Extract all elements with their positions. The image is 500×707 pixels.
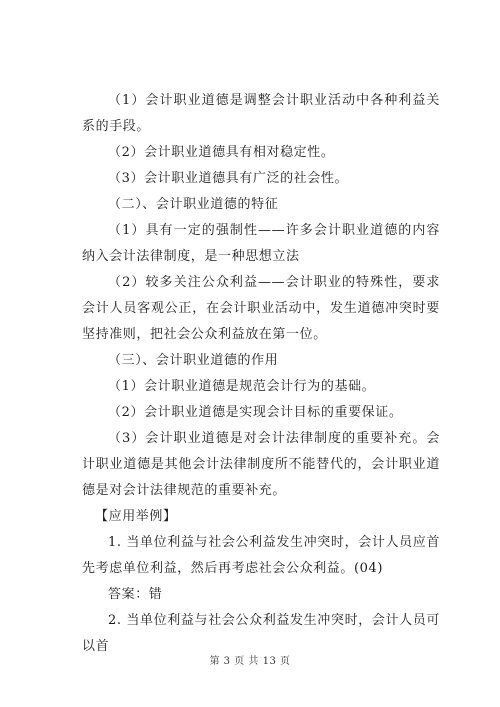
example-question-1: 1. 当单位利益与社会公利益发生冲突时，会计人员应首先考虑单位利益，然后再考虑社会公众利益。(04) [82, 535, 440, 576]
section-heading-characteristics: （二）、会计职业道德的特征 [108, 197, 279, 212]
paragraph-characteristic-2: （2）较多关注公众利益——会计职业的特殊性，要求会计人员客观公正，在会计职业活动中，发生道德冲突时要坚持准则，把社会公众利益放在第一位。 [82, 275, 440, 342]
example-answer-1: 答案：错 [108, 587, 163, 602]
paragraph-function-2: （2）会计职业道德是实现会计目标的重要保证。 [108, 405, 403, 420]
section-heading-functions: （三）、会计职业道德的作用 [108, 353, 279, 368]
paragraph-characteristic-1: （1）具有一定的强制性——许多会计职业道德的内容纳入会计法律制度，是一种思想立法 [82, 223, 440, 264]
example-heading: 【应用举例】 [95, 509, 177, 524]
example-question-2: 2. 当单位利益与社会公众利益发生冲突时，会计人员可以首 [82, 613, 440, 654]
paragraph-function-3: （3）会计职业道德是对会计法律制度的重要补充。会计职业道德是其他会计法律制度所不能替代的，会计职业道德是对会计法律规范的重要补充。 [82, 431, 440, 498]
page-footer: 第 3 页 共 13 页 [209, 656, 291, 667]
paragraph-function-1: （1）会计职业道德是规范会计行为的基础。 [108, 379, 376, 394]
paragraph-point-3: （3）会计职业道德具有广泛的社会性。 [108, 171, 349, 186]
paragraph-point-2: （2）会计职业道德具有相对稳定性。 [108, 145, 335, 160]
document-body [82, 88, 440, 660]
paragraph-point-1: （1）会计职业道德是调整会计职业活动中各种利益关系的手段。 [82, 93, 440, 134]
